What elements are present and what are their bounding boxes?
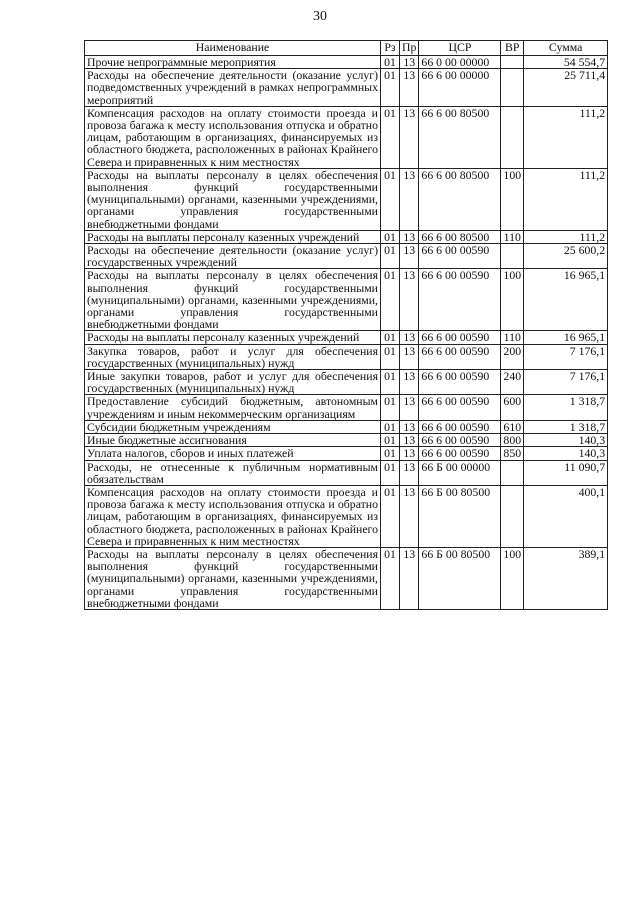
header-vr: ВР [501,41,524,56]
row-csr: 66 Б 00 00000 [419,460,501,485]
row-name: Расходы на обеспечение деятельности (оказание услуг) подведомственных учреждений в рамках непрограммных мероприятий [85,69,381,107]
row-rz: 01 [381,547,400,609]
row-vr: 200 [501,344,524,369]
header-csr: ЦСР [419,41,501,56]
row-pr: 13 [400,244,419,269]
row-rz: 01 [381,344,400,369]
row-csr: 66 0 00 00000 [419,56,501,69]
table-row [85,485,608,547]
row-vr: 100 [501,168,524,230]
row-name: Компенсация расходов на оплату стоимости проезда и провоза багажа к месту использования отпуска и обратно лицам, работающим в организациях, финансируемых из областного бюджета, расположенных в районах Крайнего Севера и приравненных к ним местностях [85,106,381,168]
row-vr: 100 [501,269,524,331]
row-vr [501,460,524,485]
row-pr: 13 [400,168,419,230]
row-pr: 13 [400,460,419,485]
row-rz: 01 [381,485,400,547]
row-sum: 400,1 [524,485,608,547]
row-vr: 600 [501,395,524,420]
table-row [85,168,608,230]
row-vr: 800 [501,434,524,447]
row-csr: 66 6 00 80500 [419,230,501,243]
row-csr: 66 6 00 00590 [419,395,501,420]
row-vr: 110 [501,230,524,243]
row-rz: 01 [381,230,400,243]
row-vr: 240 [501,370,524,395]
row-name: Расходы на выплаты персоналу в целях обеспечения выполнения функций государственными (муниципальными) органами, казенными учреждениями, органами управления государственными внебюджетными фондами [85,547,381,609]
row-rz: 01 [381,395,400,420]
row-pr: 13 [400,395,419,420]
table-row [85,106,608,168]
row-vr: 110 [501,331,524,344]
table-row [85,395,608,420]
row-rz: 01 [381,460,400,485]
row-name: Расходы на выплаты персоналу в целях обеспечения выполнения функций государственными (муниципальными) органами, казенными учреждениями, органами управления государственными внебюджетными фондами [85,269,381,331]
row-sum: 7 176,1 [524,370,608,395]
row-pr: 13 [400,69,419,107]
row-csr: 66 Б 00 80500 [419,547,501,609]
row-csr: 66 6 00 00590 [419,244,501,269]
row-pr: 13 [400,331,419,344]
row-pr: 13 [400,547,419,609]
header-name: Наименование [85,41,381,56]
row-name: Расходы на обеспечение деятельности (оказание услуг) государственных учреждений [85,244,381,269]
row-csr: 66 6 00 80500 [419,106,501,168]
table-header-row [85,41,608,56]
row-name: Иные бюджетные ассигнования [85,434,381,447]
page-number: 30 [313,9,327,24]
row-name: Прочие непрограммные мероприятия [85,56,381,69]
row-vr: 850 [501,447,524,460]
table-row [85,344,608,369]
row-sum: 1 318,7 [524,395,608,420]
row-sum: 111,2 [524,106,608,168]
row-csr: 66 6 00 00590 [419,370,501,395]
row-pr: 13 [400,106,419,168]
row-rz: 01 [381,420,400,433]
table-row [85,331,608,344]
row-vr: 610 [501,420,524,433]
row-name: Закупка товаров, работ и услуг для обеспечения государственных (муниципальных) нужд [85,344,381,369]
row-rz: 01 [381,434,400,447]
row-vr [501,244,524,269]
table-row [85,370,608,395]
row-vr [501,56,524,69]
row-sum: 25 711,4 [524,69,608,107]
row-name: Расходы на выплаты персоналу казенных учреждений [85,230,381,243]
row-csr: 66 6 00 00590 [419,331,501,344]
row-pr: 13 [400,434,419,447]
row-sum: 111,2 [524,230,608,243]
header-pr: Пр [400,41,419,56]
row-name: Расходы, не отнесенные к публичным нормативным обязательствам [85,460,381,485]
row-csr: 66 6 00 00590 [419,344,501,369]
row-sum: 140,3 [524,434,608,447]
row-sum: 1 318,7 [524,420,608,433]
row-name: Уплата налогов, сборов и иных платежей [85,447,381,460]
row-pr: 13 [400,230,419,243]
row-name: Компенсация расходов на оплату стоимости проезда и провоза багажа к месту использования отпуска и обратно лицам, работающим в организациях, финансируемых из областного бюджета, расположенных в районах Крайнего Севера и приравненных к ним местностях [85,485,381,547]
row-pr: 13 [400,344,419,369]
row-vr [501,485,524,547]
table-row [85,460,608,485]
row-csr: 66 6 00 00590 [419,447,501,460]
row-name: Субсидии бюджетным учреждениям [85,420,381,433]
row-sum: 7 176,1 [524,344,608,369]
row-rz: 01 [381,56,400,69]
row-csr: 66 6 00 00590 [419,434,501,447]
row-sum: 16 965,1 [524,269,608,331]
table-row [85,447,608,460]
row-csr: 66 6 00 00590 [419,420,501,433]
row-rz: 01 [381,447,400,460]
row-vr [501,69,524,107]
row-name: Расходы на выплаты персоналу казенных учреждений [85,331,381,344]
row-rz: 01 [381,168,400,230]
table-row [85,56,608,69]
row-csr: 66 6 00 00000 [419,69,501,107]
row-rz: 01 [381,331,400,344]
table-row [85,69,608,107]
row-name: Иные закупки товаров, работ и услуг для обеспечения государственных (муниципальных) нужд [85,370,381,395]
row-rz: 01 [381,69,400,107]
row-pr: 13 [400,269,419,331]
table-row [85,420,608,433]
row-sum: 11 090,7 [524,460,608,485]
row-pr: 13 [400,370,419,395]
row-rz: 01 [381,106,400,168]
row-pr: 13 [400,485,419,547]
row-pr: 13 [400,56,419,69]
row-csr: 66 6 00 80500 [419,168,501,230]
budget-table [84,40,608,610]
row-vr [501,106,524,168]
row-sum: 25 600,2 [524,244,608,269]
row-rz: 01 [381,269,400,331]
row-rz: 01 [381,244,400,269]
row-pr: 13 [400,447,419,460]
table-row [85,230,608,243]
table-row [85,269,608,331]
row-sum: 389,1 [524,547,608,609]
row-csr: 66 Б 00 80500 [419,485,501,547]
row-name: Расходы на выплаты персоналу в целях обеспечения выполнения функций государственными (муниципальными) органами, казенными учреждениями, органами управления государственными внебюджетными фондами [85,168,381,230]
row-rz: 01 [381,370,400,395]
header-rz: Рз [381,41,400,56]
row-sum: 16 965,1 [524,331,608,344]
row-sum: 111,2 [524,168,608,230]
table-row [85,244,608,269]
row-pr: 13 [400,420,419,433]
row-sum: 140,3 [524,447,608,460]
row-csr: 66 6 00 00590 [419,269,501,331]
table-row [85,547,608,609]
row-sum: 54 554,7 [524,56,608,69]
row-vr: 100 [501,547,524,609]
header-sum: Сумма [524,41,608,56]
row-name: Предоставление субсидий бюджетным, автономным учреждениям и иным некоммерческим организациям [85,395,381,420]
table-row [85,434,608,447]
